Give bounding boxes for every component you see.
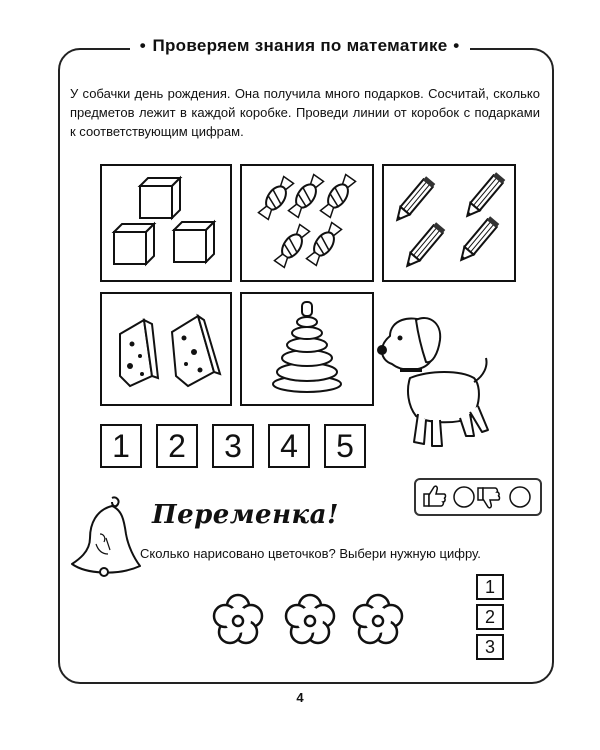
box-pencils[interactable] bbox=[382, 164, 516, 282]
box-cheese[interactable] bbox=[100, 292, 232, 406]
pencil-icon bbox=[384, 166, 514, 280]
rating-circle-bad[interactable] bbox=[510, 487, 530, 507]
thumb-down-icon[interactable] bbox=[478, 488, 500, 508]
rating-icons bbox=[416, 480, 540, 514]
page-number: 4 bbox=[296, 690, 304, 705]
option-box-2[interactable]: 2 bbox=[476, 604, 504, 630]
flower-icon bbox=[214, 595, 262, 643]
break-title: Переменка! bbox=[152, 500, 339, 530]
box-cubes[interactable] bbox=[100, 164, 232, 282]
bell-icon bbox=[66, 494, 146, 584]
flower-icon bbox=[354, 595, 402, 643]
candy-icon bbox=[242, 166, 372, 280]
box-pyramid[interactable] bbox=[240, 292, 374, 406]
dog-illustration bbox=[370, 306, 490, 456]
box-candies[interactable] bbox=[240, 164, 374, 282]
number-box-4[interactable]: 4 bbox=[268, 424, 310, 468]
number-box-5[interactable]: 5 bbox=[324, 424, 366, 468]
rating-box bbox=[414, 478, 542, 516]
number-box-3[interactable]: 3 bbox=[212, 424, 254, 468]
task-instruction: У собачки день рождения. Она получила много подарков. Сосчитай, сколько предметов лежит в каждой коробке. Проведи линии от коробок с подарками к соответствующим цифрам. bbox=[70, 86, 540, 139]
rating-circle-good[interactable] bbox=[454, 487, 474, 507]
thumb-up-icon[interactable] bbox=[424, 486, 446, 506]
cube-icon bbox=[102, 166, 230, 280]
number-box-2[interactable]: 2 bbox=[156, 424, 198, 468]
flowers-group bbox=[200, 584, 420, 656]
page-title: Проверяем знания по математике bbox=[152, 36, 448, 55]
flowers-question: Сколько нарисовано цветочков? Выбери нужную цифру. bbox=[140, 546, 481, 561]
option-box-1[interactable]: 1 bbox=[476, 574, 504, 600]
option-box-3[interactable]: 3 bbox=[476, 634, 504, 660]
pyramid-toy-icon bbox=[242, 294, 372, 404]
flower-icon bbox=[286, 595, 334, 643]
title-bar: • Проверяем знания по математике • bbox=[0, 36, 600, 56]
cheese-icon bbox=[102, 294, 230, 404]
numbers-row bbox=[100, 424, 370, 468]
number-box-1[interactable]: 1 bbox=[100, 424, 142, 468]
